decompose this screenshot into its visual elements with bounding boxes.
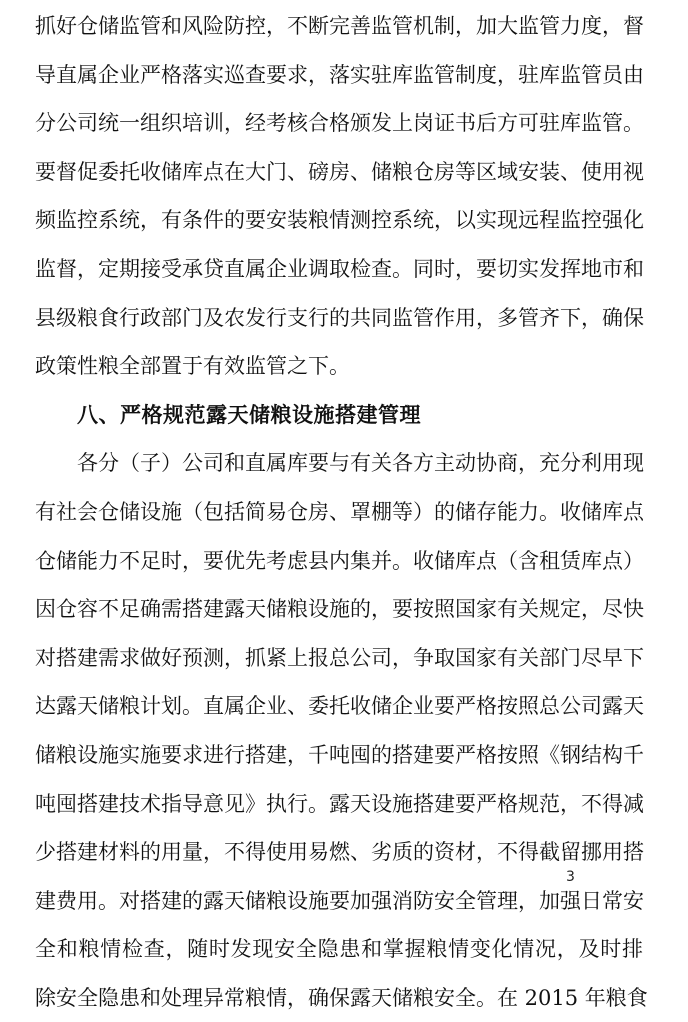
text-line: 监督，定期接受承贷直属企业调取检查。同时，要切实发挥地市和 [35, 256, 644, 281]
paragraph-line: 除安全隐患和处理异常粮情，确保露天储粮安全。在 2015 年粮食 [35, 985, 648, 1010]
page-number: 3 [566, 869, 575, 885]
paragraph-line: 因仓容不足确需搭建露天储粮设施的，要按照国家有关规定，尽快 [35, 597, 644, 622]
paragraph-line: 建费用。对搭建的露天储粮设施要加强消防安全管理，加强日常安 [35, 888, 644, 913]
paragraph-line: 全和粮情检查，随时发现安全隐患和掌握粮情变化情况，及时排 [35, 937, 643, 962]
paragraph-line: 仓储能力不足时，要优先考虑县内集并。收储库点（含租赁库点） [35, 548, 644, 573]
paragraph-line: 达露天储粮计划。直属企业、委托收储企业要严格按照总公司露天 [35, 694, 644, 719]
text-line: 政策性粮全部置于有效监管之下。 [35, 354, 350, 379]
paragraph-line: 吨囤搭建技术指导意见》执行。露天设施搭建要严格规范，不得减 [35, 791, 644, 816]
paragraph-line: 对搭建需求做好预测，抓紧上报总公司，争取国家有关部门尽早下 [35, 645, 644, 670]
paragraph-line: 有社会仓储设施（包括简易仓房、罩棚等）的储存能力。收储库点 [35, 499, 644, 524]
text-line: 抓好仓储监管和风险防控，不断完善监管机制，加大监管力度，督 [35, 14, 644, 38]
paragraph-line: 储粮设施实施要求进行搭建，千吨囤的搭建要严格按照《钢结构千 [35, 742, 644, 767]
text-line: 导直属企业严格落实巡查要求，落实驻库监管制度，驻库监管员由 [35, 62, 644, 87]
paragraph-line: 少搭建材料的用量，不得使用易燃、劣质的资材，不得截留挪用搭 [35, 840, 644, 865]
text-line: 县级粮食行政部门及农发行支行的共同监管作用，多管齐下，确保 [35, 305, 644, 330]
paragraph-line: 各分（子）公司和直属库要与有关各方主动协商，充分利用现 [77, 451, 644, 476]
text-line: 分公司统一组织培训，经考核合格颁发上岗证书后方可驻库监管。 [35, 111, 644, 136]
text-line: 频监控系统，有条件的要安装粮情测控系统，以实现远程监控强化 [35, 208, 644, 233]
section-heading: 八、严格规范露天储粮设施搭建管理 [77, 402, 421, 427]
document-body [35, 2, 648, 1022]
text-line: 要督促委托收储库点在大门、磅房、储粮仓房等区域安装、使用视 [35, 159, 644, 184]
